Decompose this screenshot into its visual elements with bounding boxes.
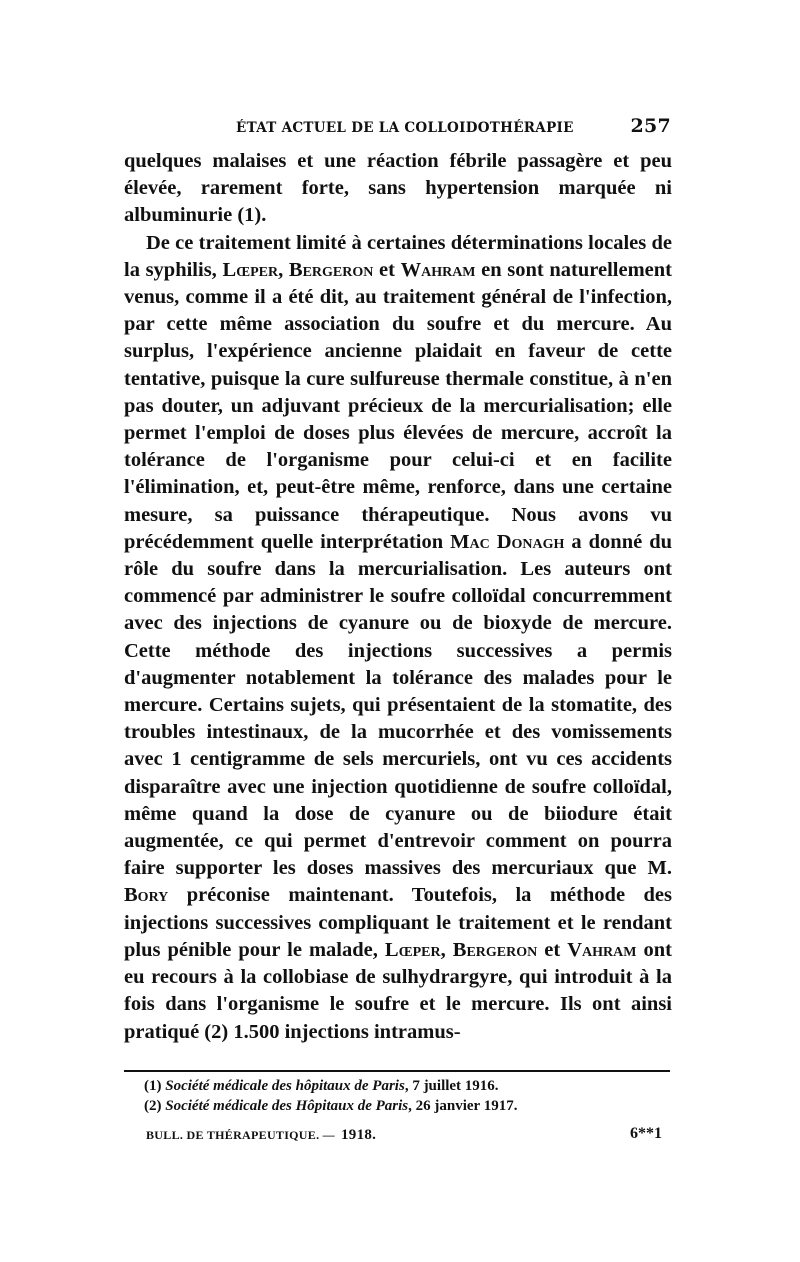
author-name: Bergeron (288, 258, 374, 281)
footnote-source: Société médicale des hôpitaux de Paris (165, 1078, 405, 1094)
text-run: ont eu recours à la collobiase de sulhydrargyre, qui introduit à la fois dans l'organisme le soufre et le mercure. Ils ont ainsi pratiqué (2) 1.500 injections intramus- (124, 938, 672, 1043)
author-name: Lœper (222, 258, 279, 281)
printer-signature-line (124, 1125, 670, 1145)
footnote-source: Société médicale des Hôpitaux de Paris (165, 1098, 409, 1114)
signature-mark: 6**1 (630, 1125, 662, 1142)
journal-name: BULL. DE THÉRAPEUTIQUE. — (146, 1128, 335, 1142)
footnote-rule (124, 1070, 670, 1072)
footnote-2 (144, 1096, 664, 1116)
text-run: en sont naturellement venus, comme il a été dit, au traitement général de l'infection, par cette même association du soufre et du mercure. Au surplus, l'expérience ancienne plaidait en faveur de cette tentative, puisque la cure sulfureuse thermale constitue, à n'en pas douter, un adjuvant précieux de la mercurialisation; elle permet l'emploi de doses plus élevées de mercure, accroît la tolérance de l'organisme pour celui-ci et en facilite l'élimination, et, peut-être même, renforce, dans une certaine mesure, sa puissance thérapeutique. Nous avons vu précédemment quelle interprétation (124, 258, 672, 553)
paragraph-1: quelques malaises et une réaction fébrile passagère et peu élevée, rarement forte, sans hypertension marquée ni albuminurie (1). (124, 150, 672, 227)
journal-year: 1918. (340, 1127, 377, 1143)
author-name: Bergeron (452, 938, 538, 961)
footnote-date: , 7 juillet 1916. (404, 1078, 499, 1094)
author-name: Wahram (400, 258, 476, 281)
author-name: Lœper (384, 938, 441, 961)
running-header (124, 115, 671, 141)
author-name: Vahram (567, 938, 637, 961)
footnote-marker: (2) (144, 1098, 166, 1114)
footnotes (144, 1076, 664, 1116)
author-name: Bory (124, 884, 169, 907)
journal-line (146, 1127, 376, 1144)
footnote-marker: (1) (144, 1078, 166, 1094)
footnote-date: , 26 janvier 1917. (408, 1098, 518, 1114)
running-title: ÉTAT ACTUEL DE LA COLLOIDOTHÉRAPIE (236, 120, 574, 136)
paragraph-2 (124, 230, 672, 1046)
author-name: Mac Donagh (450, 530, 565, 553)
text-run: a donné du rôle du soufre dans la mercurialisation. Les auteurs ont commencé par administrer le soufre colloïdal concurremment avec des injections de cyanure ou de bioxyde de mercure. Cette méthode des injections successives a permis d'augmenter notablement la tolérance des malades pour le mercure. Certains sujets, qui présentaient de la stomatite, des troubles intestinaux, de la mucorrhée et des vomissements avec 1 centigramme de sels mercuriels, ont vu ces accidents disparaître avec une injection quotidienne de soufre colloïdal, même quand la dose de cyanure ou de biiodure était augmentée, ce qui permet d'entrevoir comment on pourra faire supporter les doses massives des mercuriaux que M. (124, 530, 673, 880)
text-run: et (537, 938, 568, 961)
main-text (124, 148, 672, 1046)
text-run: préconise maintenant. Toutefois, la méthode des injections successives compliquant le traitement et le rendant plus pénible pour le malade, (124, 884, 672, 961)
text-run: , (440, 938, 453, 961)
page-number: 257 (630, 115, 671, 137)
footnote-1 (144, 1076, 664, 1096)
text-run: , (278, 258, 289, 281)
text-run: et (373, 258, 401, 281)
text-run: De ce traitement limité à certaines déterminations locales de la syphilis, (124, 231, 672, 281)
